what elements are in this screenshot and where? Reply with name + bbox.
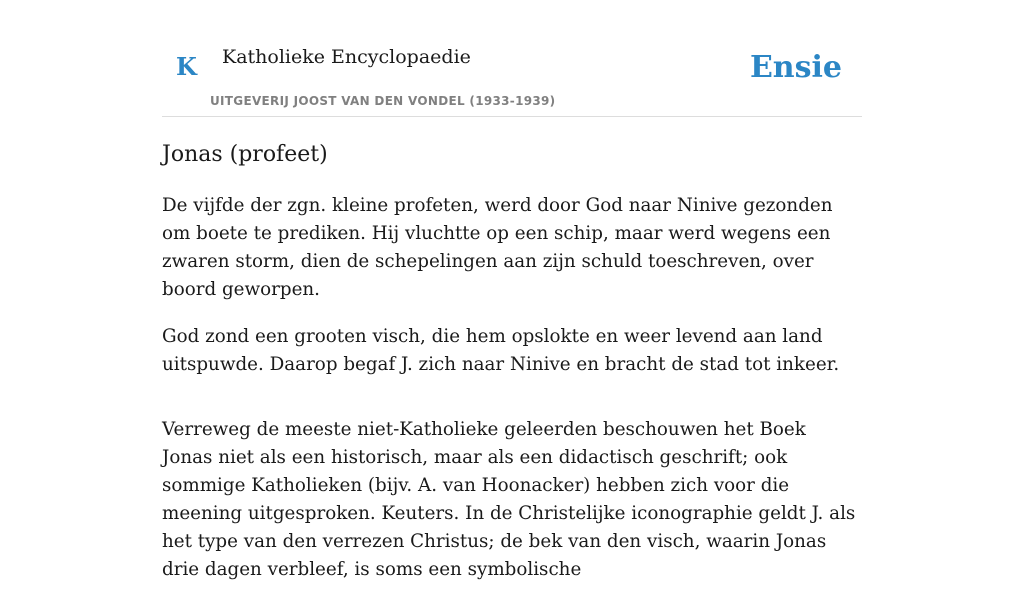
- page: [162, 0, 862, 580]
- article-title: Jonas (profeet): [162, 142, 328, 167]
- article-paragraph: God zond een grooten visch, die hem opslokte en weer levend aan land uitspuwde. Daarop begaf J. zich naar Ninive en bracht de stad tot inkeer.: [162, 326, 840, 375]
- ensie-brand-link[interactable]: Ensie: [749, 50, 842, 85]
- article-paragraph: De vijfde der zgn. kleine profeten, werd door God naar Ninive gezonden om boete te prediken. Hij vluchtte op een schip, maar werd wegens een zwaren storm, dien de schepelingen aan zijn schuld toeschreven, over boord geworpen.: [162, 195, 833, 300]
- header: [162, 0, 862, 117]
- article-paragraph: Verreweg de meeste niet-Katholieke geleerden beschouwen het Boek Jonas niet als een historisch, maar als een didactisch geschrift; ook sommige Katholieken (bijv. A. van Hoonacker) hebben zich voor die meening uitgesproken. Keuters. In de Christelijke iconographie geldt J. als het type van den verrezen Christus; de bek van den visch, waarin Jonas drie dagen verbleef, is soms een symbolische: [162, 419, 856, 580]
- encyclopedia-title[interactable]: Katholieke Encyclopaedie: [222, 46, 471, 68]
- encyclopedia-logo[interactable]: K: [176, 52, 197, 81]
- article-body: [162, 192, 862, 603]
- publisher-label: UITGEVERIJ JOOST VAN DEN VONDEL (1933-1939): [210, 94, 556, 108]
